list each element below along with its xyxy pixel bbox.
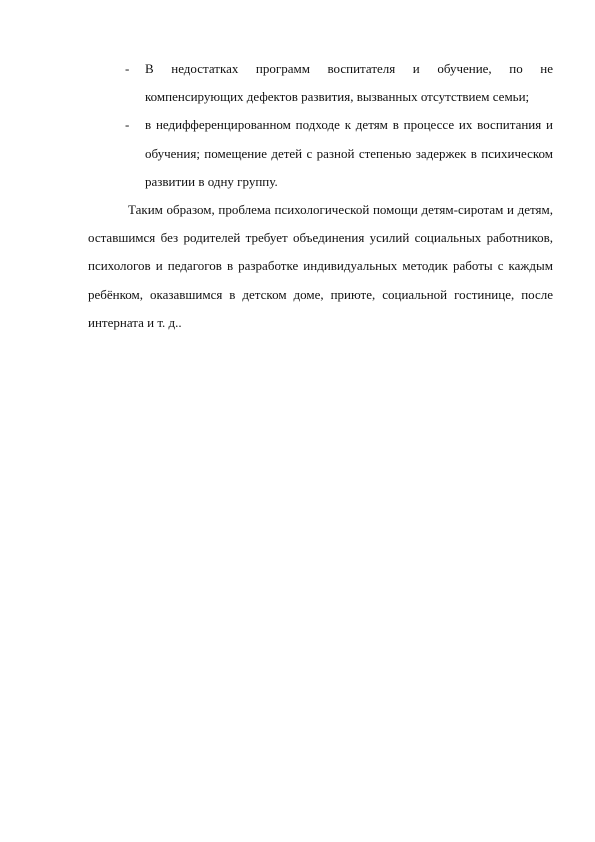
list-item-text: В недостатках программ воспитателя и обучение, по не компенсирующих дефектов развития, вызванных отсутствием семьи; bbox=[145, 61, 553, 105]
list-item-text: в недифференцированном подходе к детям в процессе их воспитания и обучения; помещение детей с разной степенью задержек в психическом развитии в одну группу. bbox=[145, 117, 553, 189]
conclusion-paragraph: Таким образом, проблема психологической помощи детям-сиротам и детям, оставшимся без родителей требует объединения усилий социальных работников, психологов и педагогов в разработке индивидуальных методик работы с каждым ребёнком, оказавшимся в детском доме, приюте, социальной гостинице, после интерната и т. д.. bbox=[88, 202, 553, 330]
list-marker: - bbox=[125, 61, 130, 76]
list-item bbox=[88, 55, 553, 111]
list-item bbox=[88, 111, 553, 196]
document-body bbox=[88, 55, 553, 337]
list-marker: - bbox=[125, 117, 130, 133]
